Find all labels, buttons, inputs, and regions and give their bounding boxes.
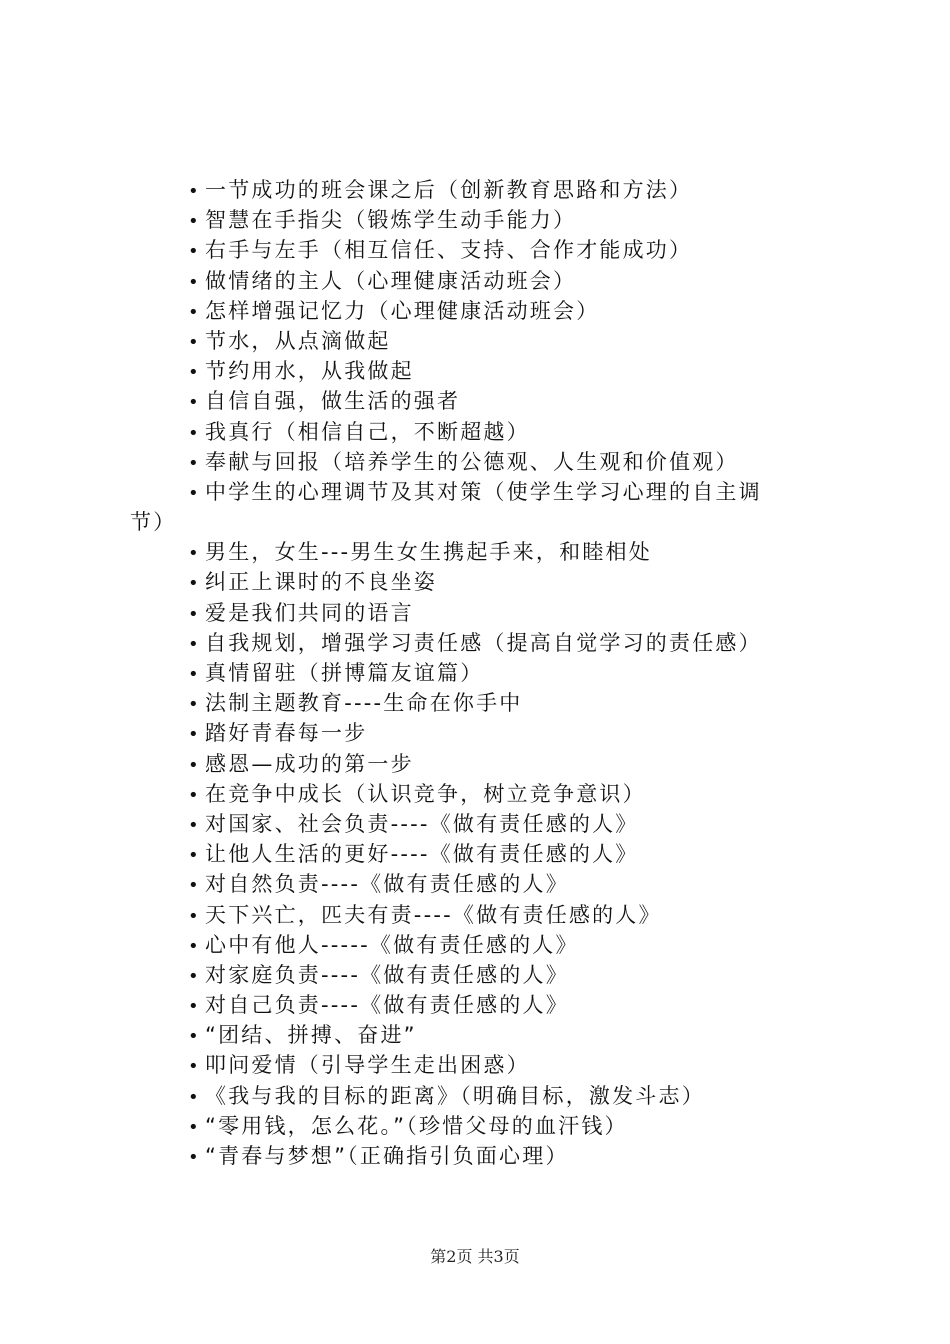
item-text: 一节成功的班会课之后（创新教育思路和方法） [205,178,693,202]
wrapped-line-1 [0,477,950,507]
item-text: 对国家、社会负责----《做有责任感的人》 [205,811,639,836]
item-text: “零用钱，怎么花。”（珍惜父母的血汗钱） [205,1113,628,1138]
list-item [0,869,950,899]
item-text: 对家庭负责----《做有责任感的人》 [205,962,569,987]
wrapped-line-2: 节） [130,510,177,535]
item-text: 做情绪的主人（心理健康活动班会） [205,268,577,293]
item-text: 让他人生活的更好----《做有责任感的人》 [205,842,639,867]
list-item [0,356,950,386]
item-text: 中学生的心理调节及其对策（使学生学习心理的自主调 [205,479,762,504]
list-item [0,990,950,1020]
list-item [0,628,950,658]
page-footer: 第2页 共3页 [430,1247,520,1266]
bullet: • [188,845,201,867]
item-text: 对自然负责----《做有责任感的人》 [205,872,569,897]
item-text: 男生，女生---男生女生携起手来，和睦相处 [205,540,652,565]
bullet: • [188,905,201,927]
item-text: 天下兴亡，匹夫有责----《做有责任感的人》 [205,902,662,927]
bullet: • [188,392,201,414]
bullet: • [188,1116,201,1138]
bullet: • [188,875,201,897]
item-text: 感恩—成功的第一步 [205,751,414,776]
list-item [0,537,950,567]
bullet: • [188,996,201,1018]
list-item [0,1111,950,1141]
bullet: • [188,694,201,716]
list-item [0,779,950,809]
bullet: • [188,422,201,444]
list-item [0,809,950,839]
item-text: “团结、拼搏、奋进” [205,1023,417,1048]
list-item [0,205,950,235]
bullet: • [188,181,201,202]
list-item [0,296,950,326]
item-text: 节水，从点滴做起 [205,328,391,353]
list-item [0,1081,950,1111]
list-item [0,266,950,296]
list-item [0,175,950,205]
item-text: 怎样增强记忆力（心理健康活动班会） [205,298,600,323]
bullet: • [188,211,201,233]
list-item [0,749,950,779]
list-item [0,1141,950,1171]
bullet: • [188,301,201,323]
list-item [0,960,950,990]
item-text: 自信自强，做生活的强者 [205,389,461,414]
bullet: • [188,935,201,957]
item-text: 对自己负责----《做有责任感的人》 [205,993,569,1018]
bullet: • [188,1026,201,1048]
list-item [0,447,950,477]
bullet: • [188,543,201,565]
list-item [0,1050,950,1080]
item-text: 真情留驻（拼博篇友谊篇） [205,661,484,685]
item-text: “青春与梦想”（正确指引负面心理） [205,1144,569,1168]
bullet: • [188,1056,201,1078]
item-text: 《我与我的目标的距离》（明确目标，激发斗志） [205,1083,705,1108]
item-text: 踏好青春每一步 [205,721,368,746]
bullet: • [188,965,201,987]
list-item [0,718,950,748]
bullet: • [188,482,201,504]
item-text: 法制主题教育----生命在你手中 [205,691,523,716]
item-text: 智慧在手指尖（锻炼学生动手能力） [205,208,577,233]
bullet: • [188,633,201,655]
bullet: • [188,754,201,776]
item-text: 爱是我们共同的语言 [205,600,414,625]
bullet: • [188,603,201,625]
list-item [0,417,950,447]
item-text: 右手与左手（相互信任、支持、合作才能成功） [205,238,693,263]
item-text: 在竞争中成长（认识竞争，树立竞争意识） [205,781,646,806]
theme-list [0,175,950,1171]
item-text: 我真行（相信自己，不断超越） [205,419,530,444]
item-text: 叩问爱情（引导学生走出困惑） [205,1053,530,1078]
bullet: • [188,573,201,595]
item-text: 心中有他人-----《做有责任感的人》 [205,932,579,957]
item-text: 纠正上课时的不良坐姿 [205,570,437,595]
bullet: • [188,1147,201,1168]
list-item [0,688,950,718]
list-item [0,658,950,688]
bullet: • [188,724,201,746]
list-item [0,900,950,930]
bullet: • [188,241,201,263]
list-item [0,1020,950,1050]
list-item [0,235,950,265]
bullet: • [188,664,201,685]
item-text: 奉献与回报（培养学生的公德观、人生观和价值观） [205,449,739,474]
list-item [0,326,950,356]
bullet: • [188,271,201,293]
bullet: • [188,331,201,353]
list-item-wrapped [0,477,950,537]
list-item [0,567,950,597]
item-text: 自我规划，增强学习责任感（提高自觉学习的责任感） [205,630,762,655]
item-text: 节约用水，从我做起 [205,359,414,384]
bullet: • [188,814,201,836]
bullet: • [188,784,201,806]
bullet: • [188,452,201,474]
list-item [0,386,950,416]
list-item [0,930,950,960]
bullet: • [188,362,201,384]
bullet: • [188,1086,201,1108]
list-item [0,598,950,628]
list-item [0,839,950,869]
